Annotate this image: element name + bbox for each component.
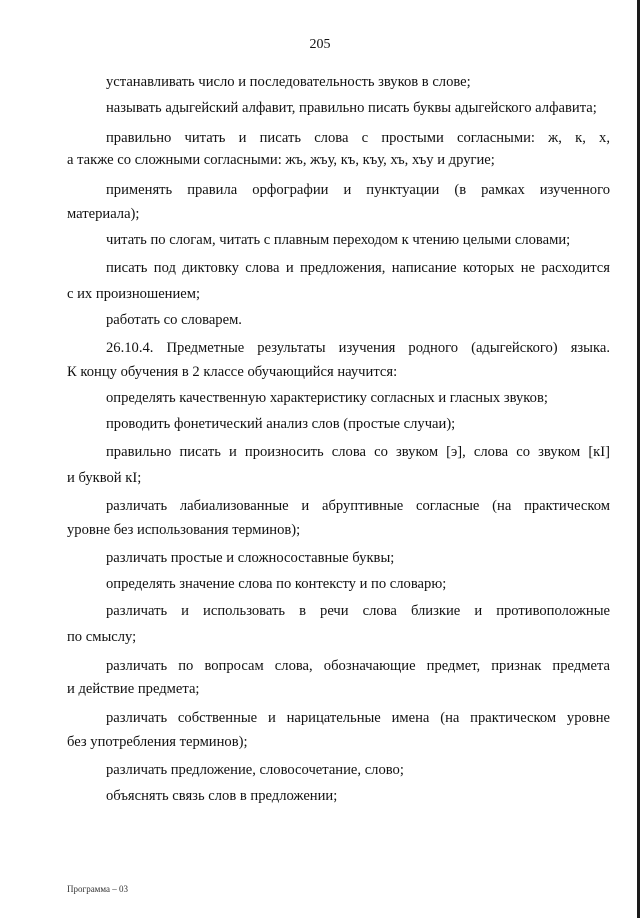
paragraph-line: писать под диктовку слова и предложения, написание которых не расходится	[106, 260, 610, 276]
paragraph-line: проводить фонетический анализ слов (простые случаи);	[106, 416, 456, 432]
paragraph-line: различать предложение, словосочетание, слово;	[106, 762, 404, 778]
paragraph-line: различать простые и сложносоставные буквы;	[106, 550, 395, 566]
paragraph-line: без употребления терминов);	[67, 734, 248, 750]
paragraph-line: определять качественную характеристику согласных и гласных звуков;	[106, 390, 548, 406]
paragraph-line: объяснять связь слов в предложении;	[106, 788, 338, 804]
paragraph-line: работать со словарем.	[106, 312, 242, 328]
paragraph-line: а также со сложными согласными: жъ, жъу, къ, къу, хъ, хъу и другие;	[67, 152, 495, 168]
paragraph-line: устанавливать число и последовательность звуков в слове;	[106, 74, 471, 90]
paragraph-line: правильно читать и писать слова с простыми согласными: ж, к, х,	[106, 130, 610, 146]
paragraph-line: применять правила орфографии и пунктуации (в рамках изученного	[106, 182, 610, 198]
paragraph-line: и буквой кI;	[67, 470, 142, 486]
paragraph-line: и действие предмета;	[67, 681, 200, 697]
footer-label: Программа – 03	[67, 884, 129, 894]
paragraph-line: различать лабиализованные и абруптивные согласные (на практическом	[106, 498, 610, 514]
paragraph-line: уровне без использования терминов);	[67, 522, 301, 538]
paragraph-line: называть адыгейский алфавит, правильно писать буквы адыгейского алфавита;	[106, 100, 597, 116]
paragraph-line: 26.10.4. Предметные результаты изучения родного (адыгейского) языка.	[106, 340, 610, 356]
paragraph-line: с их произношением;	[67, 286, 201, 302]
paragraph-line: правильно писать и произносить слова со звуком [э], слова со звуком [кI]	[106, 444, 610, 460]
paragraph-line: по смыслу;	[67, 629, 137, 645]
paragraph-line: читать по слогам, читать с плавным переходом к чтению целыми словами;	[106, 232, 571, 248]
paragraph-line: различать по вопросам слова, обозначающие предмет, признак предмета	[106, 658, 610, 674]
paragraph-line: различать собственные и нарицательные имена (на практическом уровне	[106, 710, 610, 726]
paragraph-line: материала);	[67, 206, 140, 222]
paragraph-line: К концу обучения в 2 классе обучающийся научится:	[67, 364, 398, 380]
page-number: 205	[309, 37, 331, 52]
paragraph-line: различать и использовать в речи слова близкие и противоположные	[106, 603, 610, 619]
paragraph-line: определять значение слова по контексту и по словарю;	[106, 576, 447, 592]
